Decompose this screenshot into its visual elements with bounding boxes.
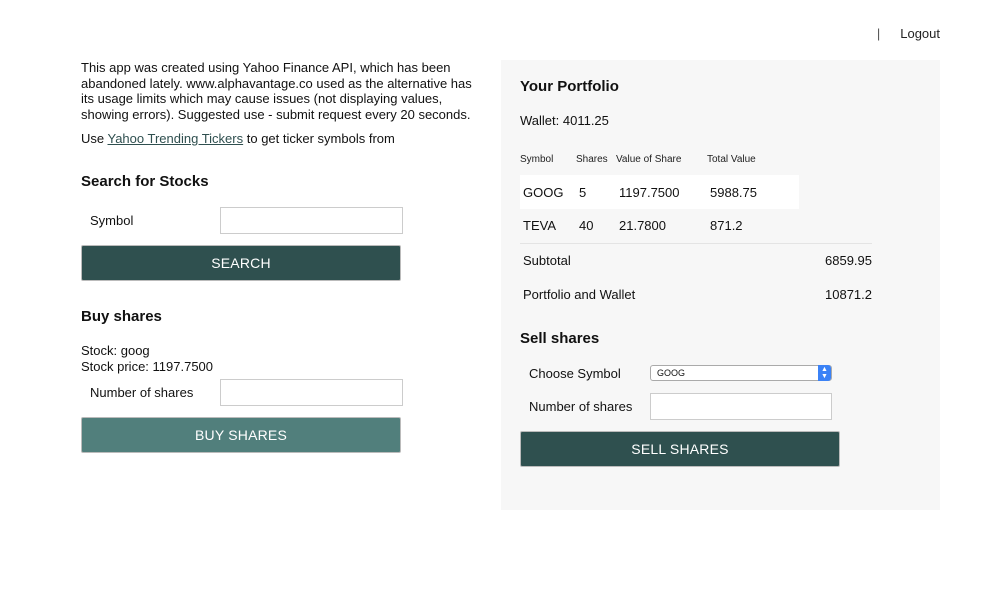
stock-line: Stock: goog: [81, 343, 150, 358]
symbol-row: [81, 207, 481, 234]
search-button[interactable]: SEARCH: [81, 245, 401, 281]
portfolio-wallet-label: Portfolio and Wallet: [523, 286, 636, 302]
stock-info: [81, 343, 481, 374]
sell-shares-button[interactable]: SELL SHARES: [520, 431, 840, 467]
ticker-hint: [81, 131, 481, 146]
row-total: 5988.75: [707, 175, 799, 209]
symbol-select-value: GOOG: [657, 368, 686, 378]
symbol-select[interactable]: [650, 365, 832, 381]
intro-text: This app was created using Yahoo Finance API, which has been abandoned lately. www.alphavantage.co used as the alternative has its usage limits which may cause issues (not displaying values, showing errors). Suggested use - submit request every 20 seconds.: [81, 60, 472, 122]
table-row: [520, 175, 872, 209]
chevron-updown-icon: ▲ ▼: [818, 365, 831, 381]
portfolio-wallet-row: [520, 277, 872, 311]
choose-symbol-row: [520, 365, 921, 381]
row-value: 21.7800: [619, 218, 666, 234]
sell-shares-label: Number of shares: [529, 399, 633, 414]
top-nav: [877, 26, 940, 41]
ticker-hint-suffix: to get ticker symbols from: [243, 131, 395, 146]
yahoo-trending-link[interactable]: Yahoo Trending Tickers: [107, 131, 244, 146]
col-total: Total Value: [707, 154, 756, 165]
buy-shares-button[interactable]: BUY SHARES: [81, 417, 401, 453]
nav-separator: |: [876, 26, 881, 41]
choose-symbol-label: Choose Symbol: [529, 365, 621, 381]
subtotal-value: 6859.95: [799, 243, 872, 277]
subtotal-label: Subtotal: [520, 243, 799, 277]
sell-shares-row: [520, 393, 921, 420]
wallet-value: Wallet: 4011.25: [520, 113, 609, 128]
portfolio-title: Your Portfolio: [520, 78, 619, 95]
stock-price-line: Stock price: 1197.7500: [81, 358, 214, 374]
logout-link[interactable]: Logout: [900, 26, 940, 41]
row-symbol: TEVA: [523, 218, 556, 234]
row-total: 871.2: [710, 218, 743, 234]
row-shares: 40: [579, 218, 594, 234]
portfolio-wallet-value: 10871.2: [825, 286, 872, 302]
portfolio-panel: [501, 60, 940, 510]
sell-shares-input[interactable]: [650, 393, 832, 420]
row-symbol: GOOG: [520, 175, 576, 209]
ticker-hint-prefix: Use: [81, 131, 108, 146]
row-shares: 5: [576, 175, 616, 209]
symbol-label: Symbol: [90, 213, 134, 228]
symbol-input[interactable]: [220, 207, 403, 234]
buy-shares-label: Number of shares: [90, 385, 194, 400]
table-row: [520, 209, 872, 243]
buy-shares-row: [81, 379, 481, 406]
portfolio-table: [520, 154, 872, 311]
buy-title: Buy shares: [81, 308, 162, 325]
search-title: Search for Stocks: [81, 173, 209, 190]
buy-shares-input[interactable]: [220, 379, 403, 406]
col-shares: Shares: [576, 154, 608, 165]
row-value: 1197.7500: [616, 175, 707, 209]
subtotal-row: [520, 243, 872, 277]
sell-title: Sell shares: [520, 330, 600, 347]
col-value: Value of Share: [616, 154, 682, 165]
table-header-row: [520, 154, 872, 175]
col-symbol: Symbol: [520, 154, 554, 165]
left-column: [81, 60, 481, 453]
